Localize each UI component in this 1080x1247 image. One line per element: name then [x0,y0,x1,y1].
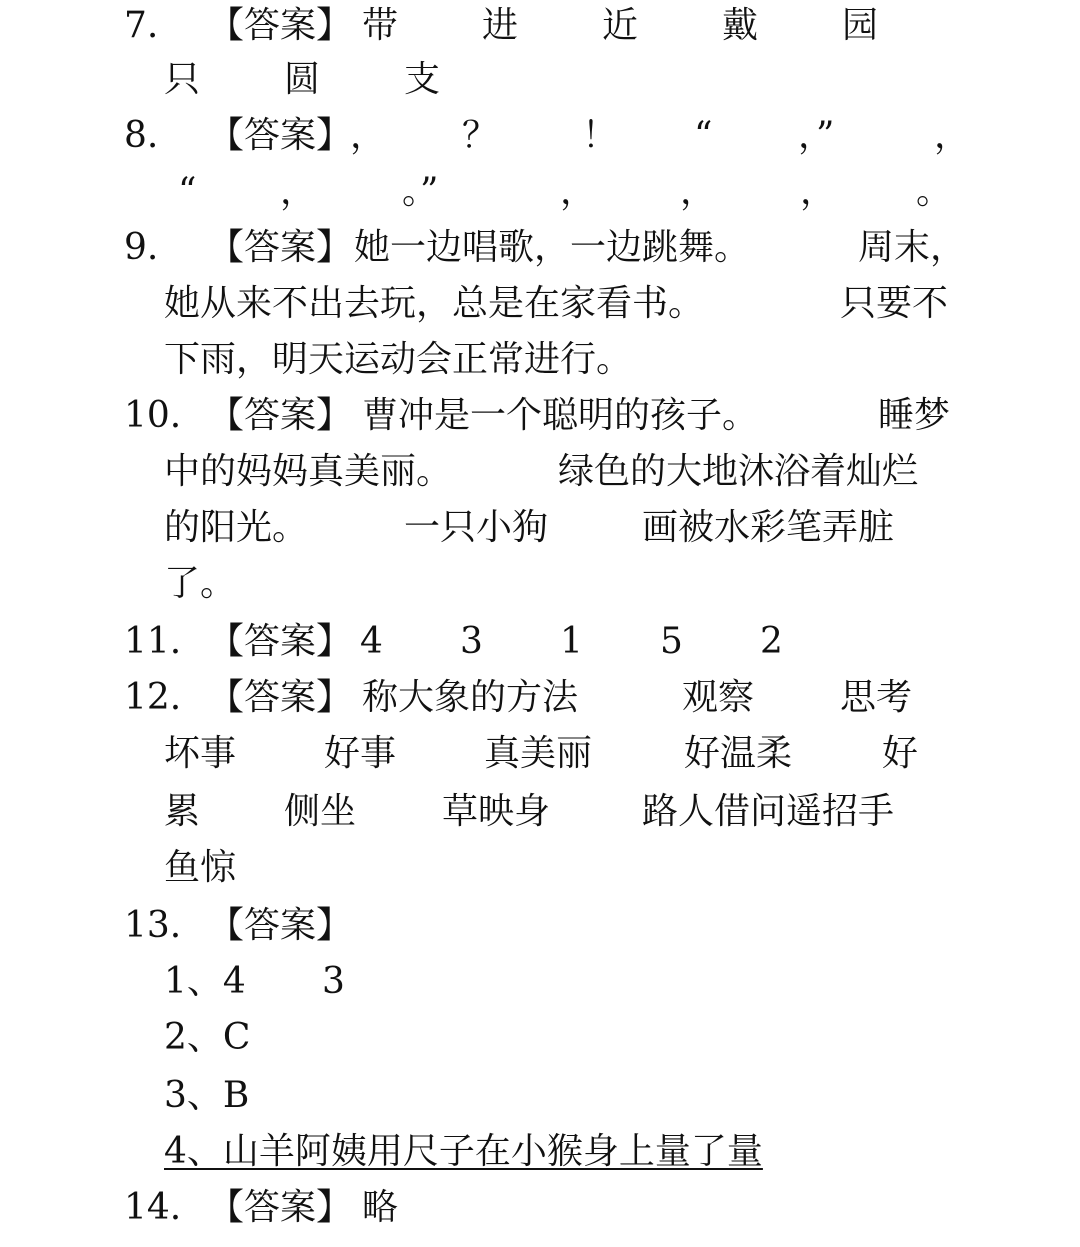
answer-label: 【答案】 [208,227,353,268]
answer-text: 4 [360,621,383,662]
answer-text: 3、B [164,1075,250,1116]
answer-text: 只 [164,59,201,100]
answer-text: “ [694,115,713,156]
answer-text: 中的妈妈真美丽。 [164,451,453,492]
answer-number: 9. [124,227,159,268]
answer-text: 5 [660,621,683,662]
answer-text: 1 [560,621,583,662]
answer-text: 鱼惊 [164,847,237,888]
answer-text: 真美丽 [484,733,593,774]
answer-text: 睡梦 [878,395,951,436]
answer-number: 13. [124,905,182,946]
answer-label: 【答案】 [208,1187,353,1228]
answer-text: 思考 [840,677,913,718]
answer-label: 【答案】 [208,905,353,946]
answer-text: 她从来不出去玩，总是在家看书。 [164,283,705,324]
answer-text: ， [934,115,971,156]
answer-text: ， [350,115,387,156]
answer-text: 一只小狗 [404,507,549,548]
answer-text: 曹冲是一个聪明的孩子。 [362,395,759,436]
answer-text: 路人借问遥招手 [642,791,895,832]
answer-text: 观察 [682,677,755,718]
answer-text: ， [560,171,597,212]
answer-text: ！ [582,115,619,156]
answer-text: 3 [460,621,483,662]
answer-text: 进 [482,5,519,46]
answer-text: ， [280,171,317,212]
answer-text: 圆 [284,59,321,100]
answer-text: 1、4 [164,961,246,1002]
answer-text: 。” [402,171,439,212]
answer-text: 了。 [164,563,237,604]
answer-text: 侧坐 [284,791,357,832]
answer-text: 戴 [722,5,759,46]
answer-text: ？ [462,115,499,156]
answer-text-underlined: 4、山羊阿姨用尺子在小猴身上量了量 [164,1131,763,1172]
answer-text: ， [800,171,837,212]
answer-text: 园 [842,5,879,46]
answer-text: ， [680,171,717,212]
answer-number: 10. [124,395,182,436]
answer-text: 。 [916,171,953,212]
answer-text: 只要不 [840,283,949,324]
answer-text: 累 [164,791,201,832]
answer-text: ，” [798,115,835,156]
answer-text: 绿色的大地沐浴着灿烂 [558,451,919,492]
answer-text: 2 [760,621,783,662]
answer-number: 11. [124,621,182,662]
answer-text: 2、C [164,1017,251,1058]
answer-number: 14. [124,1187,182,1228]
answer-text: 草映身 [442,791,551,832]
answer-text: 好温柔 [684,733,793,774]
answer-label: 【答案】 [208,677,353,718]
answer-number: 7. [124,5,159,46]
answer-text: 带 [362,5,399,46]
answer-text: 画被水彩笔弄脏 [642,507,895,548]
answer-label: 【答案】 [208,115,353,156]
answer-text: 的阳光。 [164,507,309,548]
answer-text: 略 [362,1187,399,1228]
answer-label: 【答案】 [208,5,353,46]
answer-text: 近 [602,5,639,46]
answer-text: 她一边唱歌，一边跳舞。 [354,227,751,268]
answer-text: 周末， [858,227,967,268]
answer-text: 坏事 [164,733,237,774]
answer-text: 支 [404,59,441,100]
answer-text: 好事 [324,733,397,774]
answer-text: 好 [882,733,919,774]
answer-label: 【答案】 [208,621,353,662]
answer-number: 12. [124,677,182,718]
answer-text: 称大象的方法 [362,677,579,718]
answer-text: 下雨，明天运动会正常进行。 [164,339,633,380]
answer-text: 3 [322,961,345,1002]
answer-label: 【答案】 [208,395,353,436]
answer-text: “ [178,171,197,212]
answer-number: 8. [124,115,159,156]
